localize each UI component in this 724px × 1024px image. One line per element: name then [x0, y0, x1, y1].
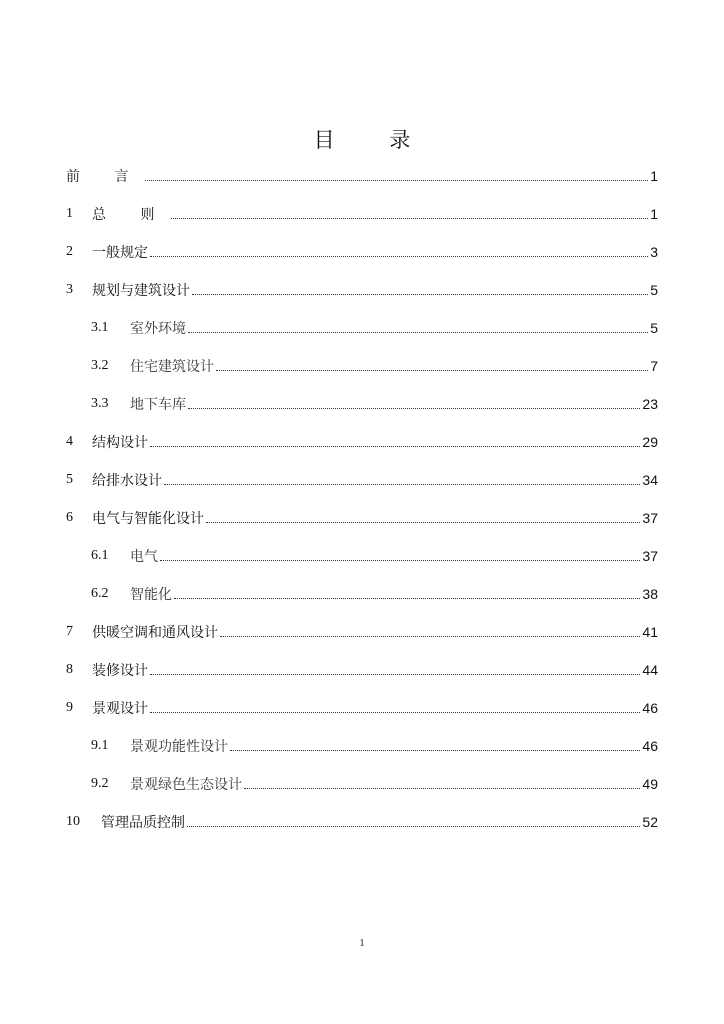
dot-leader: [192, 294, 648, 295]
dot-leader: [171, 218, 648, 219]
toc-entry-1[interactable]: [66, 195, 658, 233]
toc-entry-page: 46: [642, 738, 658, 754]
dot-leader: [145, 180, 648, 181]
dot-leader: [174, 598, 640, 599]
toc-entry-number: 6.2: [91, 586, 109, 601]
toc-entry-title: 地下车库: [130, 397, 186, 413]
toc-entry-3-3[interactable]: [66, 385, 658, 423]
toc-entry-number: 9.2: [91, 776, 109, 791]
toc-entry-number: 3.1: [91, 320, 109, 335]
toc-entry-title: 电气与智能化设计: [92, 511, 204, 527]
toc-entry-title: 供暖空调和通风设计: [92, 625, 218, 641]
toc-entry-3-1[interactable]: [66, 309, 658, 347]
toc-entry-page: 3: [650, 244, 658, 260]
toc-entry-9-2[interactable]: [66, 765, 658, 803]
toc-entry-page: 41: [642, 624, 658, 640]
toc-entry-page: 1: [650, 168, 658, 184]
toc-entry-title: 一般规定: [92, 245, 148, 261]
toc-entry-5[interactable]: [66, 461, 658, 499]
dot-leader: [188, 332, 648, 333]
toc-entry-number: 5: [66, 472, 73, 487]
toc-entry-title: 室外环境: [130, 321, 186, 337]
dot-leader: [150, 674, 640, 675]
toc-entry-number: 3: [66, 282, 73, 297]
toc-entry-number: 4: [66, 434, 73, 449]
dot-leader: [150, 256, 648, 257]
toc-entry-title: 管理品质控制: [101, 815, 185, 831]
toc-entry-number: 10: [66, 814, 80, 829]
toc-entry-4[interactable]: [66, 423, 658, 461]
dot-leader: [230, 750, 640, 751]
toc-entry-page: 29: [642, 434, 658, 450]
toc-entry-title: 住宅建筑设计: [130, 359, 214, 375]
toc-entry-3[interactable]: [66, 271, 658, 309]
toc-entry-title: 景观绿色生态设计: [130, 777, 242, 793]
toc-entry-title: 景观功能性设计: [130, 739, 228, 755]
toc-entry-2[interactable]: [66, 233, 658, 271]
toc-entry-page: 5: [650, 320, 658, 336]
toc-entry-page: 23: [642, 396, 658, 412]
toc-entry-page: 44: [642, 662, 658, 678]
toc-entry-title: 规划与建筑设计: [92, 283, 190, 299]
dot-leader: [220, 636, 640, 637]
toc-entry-3-2[interactable]: [66, 347, 658, 385]
toc-entry-6-1[interactable]: [66, 537, 658, 575]
toc-entry-number: 8: [66, 662, 73, 677]
dot-leader: [244, 788, 640, 789]
toc-entry-page: 37: [642, 548, 658, 564]
toc-entry-page: 37: [642, 510, 658, 526]
toc-entry-page: 46: [642, 700, 658, 716]
toc-entry-title: 景观设计: [92, 701, 148, 717]
toc-entry-preface[interactable]: [66, 157, 658, 195]
toc-entry-page: 38: [642, 586, 658, 602]
toc-entry-number: 1: [66, 206, 73, 221]
toc-entry-title: 电气: [130, 549, 158, 565]
toc-entry-page: 7: [650, 358, 658, 374]
toc-entry-10[interactable]: [66, 803, 658, 841]
toc-entry-title: 总 则: [92, 207, 170, 223]
dot-leader: [160, 560, 640, 561]
toc-entry-page: 52: [642, 814, 658, 830]
toc-entry-page: 1: [650, 206, 658, 222]
toc-entry-page: 49: [642, 776, 658, 792]
toc-entry-number: 9.1: [91, 738, 109, 753]
toc-entry-page: 34: [642, 472, 658, 488]
page-title: 目 录: [313, 128, 435, 152]
toc-entry-6-2[interactable]: [66, 575, 658, 613]
toc-entry-number: 6.1: [91, 548, 109, 563]
toc-entry-number: 9: [66, 700, 73, 715]
dot-leader: [188, 408, 640, 409]
toc-entry-page: 5: [650, 282, 658, 298]
table-of-contents: [66, 157, 658, 841]
toc-entry-title: 给排水设计: [92, 473, 162, 489]
toc-entry-title: 智能化: [130, 587, 172, 603]
toc-entry-number: 6: [66, 510, 73, 525]
toc-entry-title: 前 言: [66, 169, 144, 185]
toc-entry-number: 2: [66, 244, 73, 259]
toc-entry-9-1[interactable]: [66, 727, 658, 765]
dot-leader: [206, 522, 640, 523]
toc-entry-6[interactable]: [66, 499, 658, 537]
dot-leader: [187, 826, 640, 827]
toc-entry-8[interactable]: [66, 651, 658, 689]
toc-entry-9[interactable]: [66, 689, 658, 727]
dot-leader: [150, 446, 640, 447]
page-number: 1: [359, 938, 365, 949]
toc-entry-title: 结构设计: [92, 435, 148, 451]
toc-entry-number: 3.2: [91, 358, 109, 373]
dot-leader: [216, 370, 648, 371]
toc-entry-number: 3.3: [91, 396, 109, 411]
toc-entry-number: 7: [66, 624, 73, 639]
dot-leader: [164, 484, 640, 485]
dot-leader: [150, 712, 640, 713]
toc-entry-title: 装修设计: [92, 663, 148, 679]
toc-entry-7[interactable]: [66, 613, 658, 651]
